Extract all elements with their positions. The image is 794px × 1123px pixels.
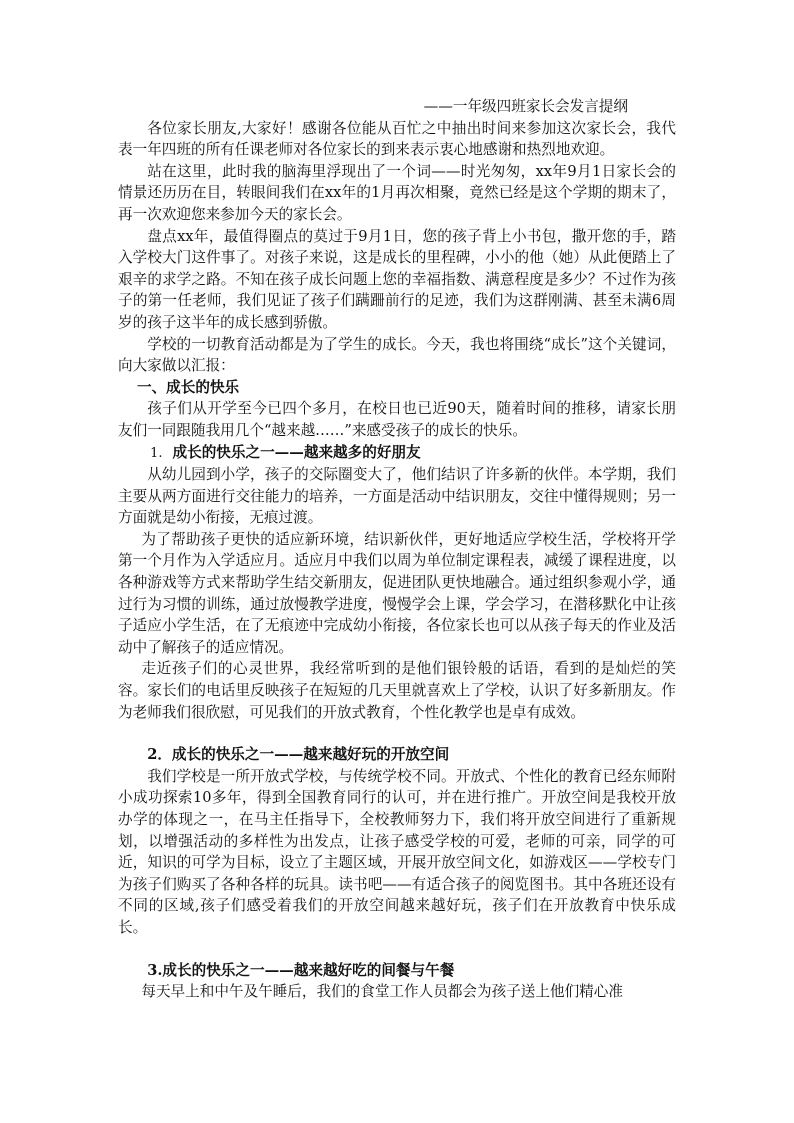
- paragraph-time-flies: 站在这里，此时我的脑海里浮现出了一个词——时光匆匆，xx年9月1日家长会的情景还历历在目，转眼间我们在xx年的1月再次相聚，竟然已经是这个学期的期末了，再一次欢迎您来参加今天的家长会。: [118, 162, 676, 223]
- subheading-meals: 3.成长的快乐之一——越来越好吃的间餐与午餐: [147, 961, 455, 979]
- subheading-open-space: 2．成长的快乐之一——越来越好玩的开放空间: [147, 746, 450, 764]
- paragraph-open-space: 我们学校是一所开放式学校，与传统学校不同。开放式、个性化的教育已经东师附小成功探索10多年，得到全国教育同行的认可，并在进行推广。开放空间是我校开放办学的体现之一，在马主任指导下，全校教师努力下，我们将开放空间进行了重新规划，以增强活动的多样性为出发点，让孩子感受学校的可爱，老师的可亲，同学的可近，知识的可学为目标，设立了主题区域，开展开放空间文化，如游戏区——学校专门为孩子们购买了各种各样的玩具。读书吧——有适合孩子的阅览图书。其中各班还设有不同的区域,孩子们感受着我们的开放空间越来越好玩，孩子们在开放教育中快乐成长。: [118, 767, 676, 936]
- subheading-text: 成长的快乐之一——越来越多的好朋友: [172, 443, 421, 461]
- paragraph-keyword: 学校的一切教育活动都是为了学生的成长。今天，我也将围绕“成长”这个关键词，向大家做以汇报：: [118, 335, 676, 375]
- paragraph-friends-1: 从幼儿园到小学，孩子的交际圈变大了，他们结识了许多新的伙伴。本学期，我们主要从两方面进行交往能力的培养，一方面是活动中结识朋友，交往中懂得规则；另一方面就是幼小衔接，无痕过渡。: [118, 466, 676, 527]
- paragraph-friends-2: 为了帮助孩子更快的适应新环境，结识新伙伴，更好地适应学校生活，学校将开学第一个月作为入学适应月。适应月中我们以周为单位制定课程表，减缓了课程进度，以各种游戏等方式来帮助学生结交新朋友，促进团队更快地融合。通过组织参观小学，通过行为习惯的训练，通过放慢教学进度，慢慢学会上课，学会学习，在潜移默化中让孩子适应小学生活，在了无痕迹中完成幼小衔接，各位家长也可以从孩子每天的作业及活动中了解孩子的适应情况。: [118, 530, 676, 656]
- paragraph-greeting: 各位家长朋友,大家好！感谢各位能从百忙之中抽出时间来参加这次家长会，我代表一年四班的所有任课老师对各位家长的到来表示衷心地感谢和热烈地欢迎。: [118, 119, 676, 159]
- subheading-number: 1.: [150, 445, 163, 461]
- section-heading-joy: 一、成长的快乐: [136, 378, 240, 396]
- document-body: [118, 96, 676, 1003]
- paragraph-meals: 每天早上和中午及午睡后，我们的食堂工作人员都会为孩子送上他们精心准: [141, 983, 623, 1001]
- paragraph-friends-3: 走近孩子们的心灵世界，我经常听到的是他们银铃般的话语，看到的是灿烂的笑容。家长们的电话里反映孩子在短短的几天里就喜欢上了学校，认识了好多新朋友。作为老师我们很欣慰，可见我们的开放式教育，个性化教学也是卓有成效。: [118, 660, 676, 721]
- paragraph-review: 盘点xx年，最值得圈点的莫过于9月1日，您的孩子背上小书包，撒开您的手，踏入学校大门这件事了。对孩子来说，这是成长的里程碑，小小的他（她）从此便踏上了艰辛的求学之路。不知在孩子成长问题上您的幸福指数、满意程度是多少？不过作为孩子的第一任老师，我们见证了孩子们蹒跚前行的足迹，我们为这群刚满、甚至未满6周岁的孩子这半年的成长感到骄傲。: [118, 227, 676, 331]
- page-title: ——一年级四班家长会发言提纲: [423, 98, 628, 115]
- paragraph-intro-joy: 孩子们从开学至今已四个多月，在校日也已近90天，随着时间的推移，请家长朋友们一同跟随我用几个“越来越……”来感受孩子的成长的快乐。: [118, 400, 676, 439]
- subheading-friends: [118, 442, 676, 465]
